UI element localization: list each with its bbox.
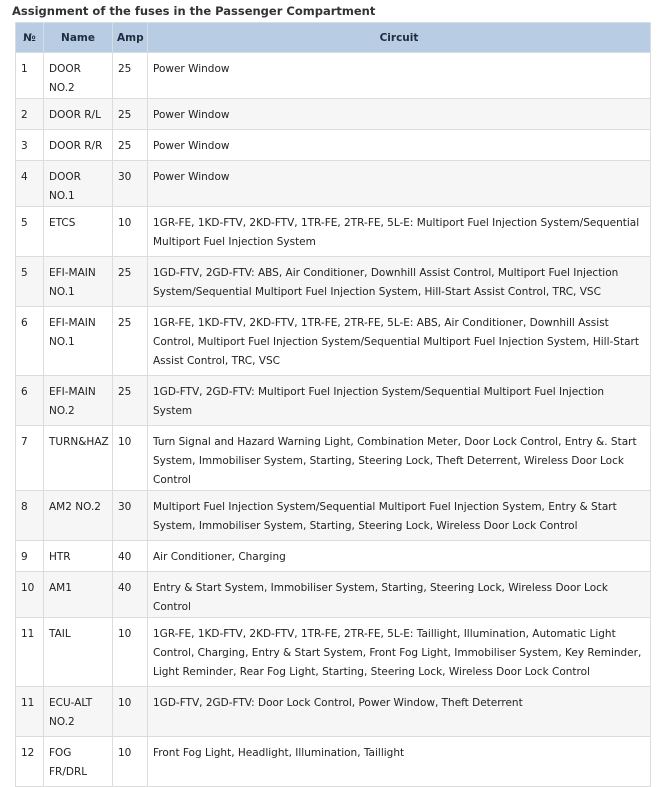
cell-name: AM1 [44,572,113,618]
table-caption: Assignment of the fuses in the Passenger Compartment [12,4,376,18]
cell-name: TURN&HAZ [44,426,113,491]
cell-amp: 10 [113,207,148,257]
cell-number: 11 [16,687,44,737]
cell-circuit: Air Conditioner, Charging [148,541,651,572]
table-row [16,572,651,618]
cell-name: HTR [44,541,113,572]
cell-name: AM2 NO.2 [44,491,113,541]
cell-number: 4 [16,161,44,207]
table-row [16,53,651,99]
cell-number: 5 [16,207,44,257]
header-name: Name [44,23,113,53]
table-row [16,491,651,541]
cell-circuit: 1GR-FE, 1KD-FTV, 2KD-FTV, 1TR-FE, 2TR-FE, 5L-E: Taillight, Illumination, Automatic Light Control, Charging, Entry & Start System, Front Fog Light, Immobiliser System, Key Reminder, Light Reminder, Rear Fog Light, Starting, Steering Lock, Wireless Door Lock Control [148,618,651,687]
cell-number: 1 [16,53,44,99]
cell-amp: 25 [113,130,148,161]
cell-circuit: 1GR-FE, 1KD-FTV, 2KD-FTV, 1TR-FE, 2TR-FE, 5L-E: Multiport Fuel Injection System/Sequential Multiport Fuel Injection System [148,207,651,257]
table-row [16,687,651,737]
cell-amp: 30 [113,491,148,541]
cell-circuit: Power Window [148,53,651,99]
cell-number: 11 [16,618,44,687]
header-row [16,23,651,53]
cell-circuit: Front Fog Light, Headlight, Illumination, Taillight [148,737,651,787]
cell-amp: 10 [113,426,148,491]
table-row [16,376,651,426]
cell-number: 7 [16,426,44,491]
cell-circuit: 1GD-FTV, 2GD-FTV: Door Lock Control, Power Window, Theft Deterrent [148,687,651,737]
table-row [16,426,651,491]
table-row [16,161,651,207]
cell-amp: 40 [113,572,148,618]
cell-name: EFI-MAIN NO.1 [44,257,113,307]
table-row [16,541,651,572]
table-row [16,130,651,161]
cell-amp: 25 [113,53,148,99]
table-row [16,618,651,687]
cell-number: 5 [16,257,44,307]
cell-name: FOG FR/DRL [44,737,113,787]
cell-name: DOOR R/L [44,99,113,130]
table-row [16,737,651,787]
cell-circuit: Multiport Fuel Injection System/Sequential Multiport Fuel Injection System, Entry & Start System, Immobiliser System, Starting, Steering Lock, Wireless Door Lock Control [148,491,651,541]
cell-number: 2 [16,99,44,130]
cell-amp: 10 [113,737,148,787]
table-row [16,99,651,130]
cell-number: 8 [16,491,44,541]
table-row [16,307,651,376]
cell-number: 12 [16,737,44,787]
cell-number: 10 [16,572,44,618]
header-circuit: Circuit [148,23,651,53]
cell-number: 6 [16,376,44,426]
header-number: № [16,23,44,53]
cell-amp: 25 [113,99,148,130]
cell-amp: 10 [113,687,148,737]
fuse-table [15,22,651,787]
cell-name: TAIL [44,618,113,687]
cell-circuit: Power Window [148,161,651,207]
cell-circuit: 1GD-FTV, 2GD-FTV: ABS, Air Conditioner, Downhill Assist Control, Multiport Fuel Injection System/Sequential Multiport Fuel Injection System, Hill-Start Assist Control, TRC, VSC [148,257,651,307]
cell-amp: 30 [113,161,148,207]
cell-amp: 25 [113,376,148,426]
cell-name: EFI-MAIN NO.2 [44,376,113,426]
cell-name: ETCS [44,207,113,257]
cell-circuit: 1GD-FTV, 2GD-FTV: Multiport Fuel Injection System/Sequential Multiport Fuel Injection System [148,376,651,426]
cell-name: EFI-MAIN NO.1 [44,307,113,376]
cell-name: ECU-ALT NO.2 [44,687,113,737]
table-row [16,257,651,307]
cell-circuit: Entry & Start System, Immobiliser System, Starting, Steering Lock, Wireless Door Lock Control [148,572,651,618]
cell-amp: 25 [113,257,148,307]
cell-number: 3 [16,130,44,161]
cell-circuit: Power Window [148,130,651,161]
cell-number: 9 [16,541,44,572]
cell-amp: 25 [113,307,148,376]
cell-name: DOOR NO.1 [44,161,113,207]
cell-name: DOOR NO.2 [44,53,113,99]
cell-amp: 10 [113,618,148,687]
cell-circuit: 1GR-FE, 1KD-FTV, 2KD-FTV, 1TR-FE, 2TR-FE, 5L-E: ABS, Air Conditioner, Downhill Assist Control, Multiport Fuel Injection System/Sequential Multiport Fuel Injection System, Hill-Start Assist Control, TRC, VSC [148,307,651,376]
cell-circuit: Power Window [148,99,651,130]
cell-circuit: Turn Signal and Hazard Warning Light, Combination Meter, Door Lock Control, Entry &. Start System, Immobiliser System, Starting, Steering Lock, Theft Deterrent, Wireless Door Lock Control [148,426,651,491]
cell-amp: 40 [113,541,148,572]
cell-name: DOOR R/R [44,130,113,161]
table-row [16,207,651,257]
cell-number: 6 [16,307,44,376]
header-amp: Amp [113,23,148,53]
